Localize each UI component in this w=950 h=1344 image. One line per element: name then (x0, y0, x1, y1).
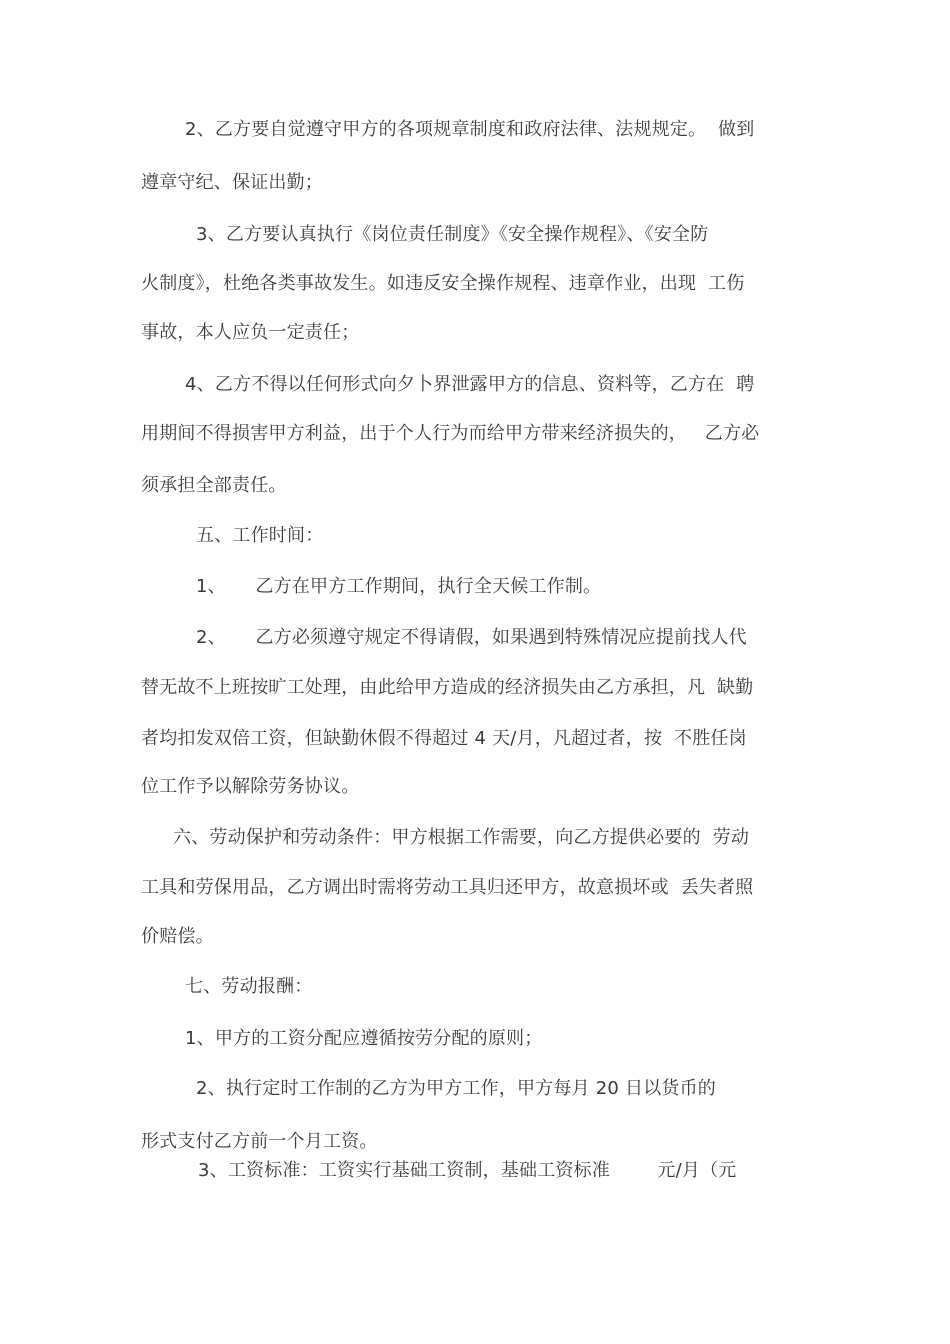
section-7-heading: 七、劳动报酬： (185, 976, 313, 997)
paragraph-2-line-1: 2、乙方要自觉遵守甲方的各项规章制度和政府法律、法规规定。 做到 (185, 119, 755, 140)
paragraph-4-line-1: 4、乙方不得以任何形式向夕卜界泄露甲方的信息、资料等，乙方在 聘 (185, 374, 755, 395)
section-5-item-1: 1、 乙方在甲方工作期间，执行全天候工作制。 (196, 576, 602, 597)
section-5-item-2-line-1: 2、 乙方必须遵守规定不得请假，如果遇到特殊情况应提前找人代 (196, 627, 747, 648)
section-5-item-2-line-3: 者均扣发双倍工资，但缺勤休假不得超过 4 天/月，凡超过者，按 不胜任岗 (141, 728, 747, 749)
section-7-item-1: 1、甲方的工资分配应遵循按劳分配的原则； (185, 1028, 543, 1049)
paragraph-4-line-2: 用期间不得损害甲方利益，出于个人行为而给甲方带来经济损失的， 乙方必 (141, 423, 760, 444)
section-5-item-2-line-2: 替无故不上班按旷工处理，由此给甲方造成的经济损失由乙方承担，凡 缺勤 (141, 677, 754, 698)
section-7-item-2-line-1: 2、执行定时工作制的乙方为甲方工作，甲方每月 20 日以货币的 (196, 1078, 716, 1099)
paragraph-3-line-2: 火制度》，杜绝各类事故发生。如违反安全操作规程、违章作业，出现 工伤 (141, 273, 745, 294)
paragraph-4-line-3: 须承担全部责任。 (141, 475, 287, 496)
section-5-heading: 五、工作时间： (196, 525, 324, 546)
paragraph-3-line-3: 事故，本人应负一定责任； (141, 322, 360, 343)
section-5-item-2-line-4: 位工作予以解除劳务协议。 (141, 776, 360, 797)
paragraph-3-line-1: 3、乙方要认真执行《岗位责任制度》《安全操作规程》、《安全防 (196, 224, 709, 245)
paragraph-2-line-2: 遵章守纪、保证出勤； (141, 172, 323, 193)
section-7-item-3: 3、工资标准：工资实行基础工资制，基础工资标准 元/月（元 (198, 1160, 737, 1181)
section-6-line-2: 工具和劳保用品，乙方调出时需将劳动工具归还甲方，故意损坏或 丢失者照 (141, 877, 754, 898)
section-6-line-3: 价赔偿。 (141, 926, 214, 947)
section-7-item-2-line-2: 形式支付乙方前一个月工资。 (141, 1131, 378, 1152)
section-6-line-1: 六、劳动保护和劳动条件：甲方根据工作需要，向乙方提供必要的 劳动 (173, 827, 750, 848)
